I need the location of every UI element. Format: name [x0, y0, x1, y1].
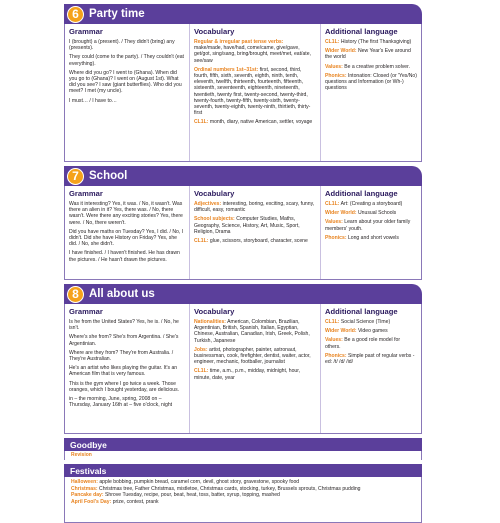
grammar-paragraph: This is the gym where I go twice a week. Those oranges, which I bought yesterday, are delicious. — [69, 380, 180, 393]
vocabulary-text: first, second, third, fourth, fifth, sixth, seventh, eighth, ninth, tenth, eleventh, twelfth, thirteenth, fourteenth, fifteenth, sixteenth, seventeenth, eighteenth, nineteenth, twentieth, twenty first, twenty-second, twenty-third, twenty-fourth, twenty-fifth, twenty-sixth, twenty-seventh, twenty-eighth, twenty-ninth, thirtieth, thirty-first — [194, 66, 311, 117]
unit-title: Party time — [89, 8, 145, 20]
additional-label: Values: — [325, 63, 343, 70]
additional-label: CL1L: — [325, 39, 340, 45]
grammar-paragraph: I have finished. / I haven't finished. He has drawn the pictures. / He hasn't drawn the pictures. — [69, 250, 180, 263]
unit-6-section — [64, 4, 422, 162]
festival-text: apple bobbing, pumpkin bread, caramel corn, devil, ghost story, gravestone, spooky food — [99, 479, 300, 485]
additional-column — [321, 24, 421, 161]
vocabulary-label: Regular & irregular past tense verbs: — [194, 39, 284, 45]
grammar-paragraph: Is he from the United States? Yes, he is. / No, he isn't. — [69, 319, 179, 332]
festival-label: April Fool's Day: — [71, 498, 112, 505]
vocabulary-text: glue, scissors, storyboard, character, scene — [209, 238, 308, 245]
grammar-paragraph: They could (come to the party). / They couldn't (eat everything). — [69, 54, 184, 67]
vocabulary-text: time, a.m., p.m., midday, midnight, hour, minute, date, year — [194, 368, 301, 381]
festival-text: prize, contest, prank — [112, 498, 159, 505]
goodbye-title: Goodbye — [64, 438, 422, 451]
additional-label: Wider World: — [325, 328, 357, 335]
vocabulary-heading: Vocabulary — [194, 27, 235, 36]
vocabulary-column — [190, 304, 321, 433]
unit-6-header — [64, 4, 422, 24]
additional-label: Phonics: — [325, 234, 347, 241]
additional-column — [321, 186, 421, 279]
additional-label: CL1L: — [325, 319, 340, 325]
additional-item — [325, 219, 417, 231]
festival-text: Christmas tree, Father Christmas, mistletoe, Christmas cards, stocking, turkey, Brussels sprouts, Christmas pudding — [99, 485, 361, 492]
unit-number-badge: 7 — [67, 168, 84, 185]
grammar-column — [65, 24, 190, 161]
unit-title: School — [89, 170, 128, 182]
vocabulary-item — [194, 201, 316, 213]
grammar-column — [65, 186, 190, 279]
vocabulary-column — [190, 24, 321, 161]
additional-text: Be a good role model for others. — [325, 337, 401, 350]
goodbye-section — [64, 438, 422, 460]
additional-text: History (The first Thanksgiving) — [340, 39, 412, 45]
vocabulary-label: Jobs: — [194, 346, 208, 353]
grammar-heading: Grammar — [69, 307, 103, 316]
grammar-paragraph: He's an artist who likes playing the guitar. It's an American film that is very famous. — [69, 365, 178, 378]
unit-7-header — [64, 166, 422, 186]
vocabulary-text: interesting, boring, exciting, scary, funny, difficult, easy, romantic — [194, 201, 315, 214]
additional-text: Art: (Creating a storyboard) — [340, 201, 403, 207]
additional-label: Phonics: — [325, 352, 347, 359]
vocabulary-heading: Vocabulary — [194, 307, 235, 316]
additional-label: CL1L: — [325, 201, 340, 207]
vocabulary-heading: Vocabulary — [194, 189, 235, 198]
grammar-column — [65, 304, 190, 433]
additional-item — [325, 353, 417, 365]
unit-7-section — [64, 166, 422, 280]
festival-item — [71, 492, 415, 499]
vocabulary-item — [194, 319, 316, 344]
grammar-paragraph: Where's she from? She's from Argentina. / She's Argentinian. — [69, 334, 179, 347]
unit-8-header — [64, 284, 422, 304]
additional-label: Wider World: — [325, 48, 357, 55]
additional-text: New Year's Eve around the world — [325, 48, 411, 61]
vocabulary-label: CL1L: — [194, 119, 209, 126]
vocabulary-label: Nationalities: — [194, 319, 226, 325]
vocabulary-item — [194, 238, 316, 244]
vocabulary-label: Ordinal numbers 1st–31st: — [194, 66, 259, 73]
unit-number-badge: 8 — [67, 286, 84, 303]
grammar-paragraph: I must… / I have to… — [69, 97, 117, 104]
additional-text: Long and short vowels — [347, 234, 399, 241]
vocabulary-item — [194, 119, 316, 125]
vocabulary-label: Adjectives: — [194, 201, 222, 207]
vocabulary-column — [190, 186, 321, 279]
additional-text: Social Science (Time) — [340, 319, 391, 325]
vocabulary-item — [194, 347, 316, 366]
additional-heading: Additional language — [325, 307, 398, 316]
festivals-section — [64, 464, 422, 523]
vocabulary-text: artist, photographer, painter, astronaut, businessman, cook, firefighter, dentist, waiter, actor, engineer, mechanic, footballer, journalist — [194, 346, 311, 366]
vocabulary-text: Computer Studies, Maths, Geography, Science, History, Art, Music, Sport, Religion, Drama — [194, 216, 300, 235]
additional-text: Intonation: Closed (or 'Yes/No) questions and Information (or Wh-) questions — [325, 72, 417, 92]
additional-label: Phonics: — [325, 72, 347, 79]
additional-text: Unusual Schools — [357, 210, 397, 217]
additional-text: Learn about your older family members' youth. — [325, 219, 411, 232]
unit-8-section — [64, 284, 422, 434]
additional-item — [325, 319, 417, 325]
additional-item — [325, 201, 417, 207]
additional-heading: Additional language — [325, 189, 398, 198]
vocabulary-label: CL1L: — [194, 368, 209, 375]
syllabus-page — [64, 4, 422, 505]
additional-item — [325, 328, 417, 334]
festival-item — [71, 486, 415, 493]
festival-item — [71, 479, 415, 486]
goodbye-subtitle: Revision — [64, 451, 422, 460]
vocabulary-item — [194, 368, 316, 380]
festival-label: Christmas: — [71, 485, 98, 492]
grammar-paragraph: Did you have maths on Tuesday? Yes, I did. / No, I didn't. Did she have History on Friday? Yes, she did. / No, she didn't. — [69, 228, 184, 248]
additional-item — [325, 73, 417, 92]
additional-text: Video games — [357, 328, 388, 335]
festival-item — [71, 499, 415, 506]
additional-item — [325, 39, 417, 45]
additional-item — [325, 337, 417, 349]
additional-heading: Additional language — [325, 27, 398, 36]
additional-label: Values: — [325, 337, 343, 344]
additional-item — [325, 64, 417, 70]
vocabulary-text: month, diary, native American, settler, voyage — [209, 119, 313, 126]
vocabulary-item — [194, 216, 316, 235]
festivals-list — [64, 477, 422, 523]
grammar-heading: Grammar — [69, 189, 103, 198]
festival-label: Pancake day: — [71, 492, 104, 499]
additional-item — [325, 48, 417, 60]
additional-text: Simple past of regular verbs -ed: /t/ /d/ /id/ — [325, 352, 415, 366]
unit-number-badge: 6 — [67, 6, 84, 23]
additional-item — [325, 235, 417, 241]
grammar-paragraph: in – the morning, June, spring, 2008 on – Thursday, January 16th at – five o'clock, night — [69, 396, 173, 409]
additional-item — [325, 210, 417, 216]
additional-text: Be a creative problem solver. — [344, 63, 410, 70]
grammar-paragraph: Where did you go? I went to (Ghana). When did you go to (Ghana)? I went on (August 1st). What did you see? I saw (giant butterflies). Who did you meet? I met (my uncle). — [69, 69, 182, 95]
vocabulary-label: CL1L: — [194, 238, 209, 245]
vocabulary-label: School subjects: — [194, 216, 235, 223]
additional-column — [321, 304, 421, 433]
grammar-heading: Grammar — [69, 27, 103, 36]
unit-title: All about us — [89, 288, 155, 300]
additional-label: Wider World: — [325, 210, 357, 217]
grammar-paragraph: I (brought) a (present). / They didn't (bring) any (presents). — [69, 39, 175, 52]
festival-label: Halloween: — [71, 479, 98, 485]
vocabulary-item — [194, 67, 316, 117]
grammar-paragraph: Was it interesting? Yes, it was. / No, it wasn't. Was there an alien in it? Yes, there was. / No, there wasn't. Were there any exciting stories? Yes, there were. / No, there weren't. — [69, 201, 183, 226]
festival-text: Shrove Tuesday, recipe, pour, beat, heat, toss, batter, syrup, topping, mashed — [104, 492, 280, 499]
vocabulary-text: make/made, have/had, come/came, give/gave, get/got, sing/sang, bring/brought, meet/met, eat/ate, see/saw — [194, 45, 311, 64]
additional-label: Values: — [325, 219, 343, 226]
vocabulary-item — [194, 39, 316, 64]
festivals-title: Festivals — [64, 464, 422, 477]
vocabulary-text: American, Colombian, Brazilian, Argentinian, British, Spanish, Italian, Egyptian, Chinese, Australian, Canadian, Irish, Greek, Polish, Turkish, Japanese — [194, 319, 310, 344]
grammar-paragraph: Where are they from? They're from Australia. / They're Australian. — [69, 349, 174, 363]
